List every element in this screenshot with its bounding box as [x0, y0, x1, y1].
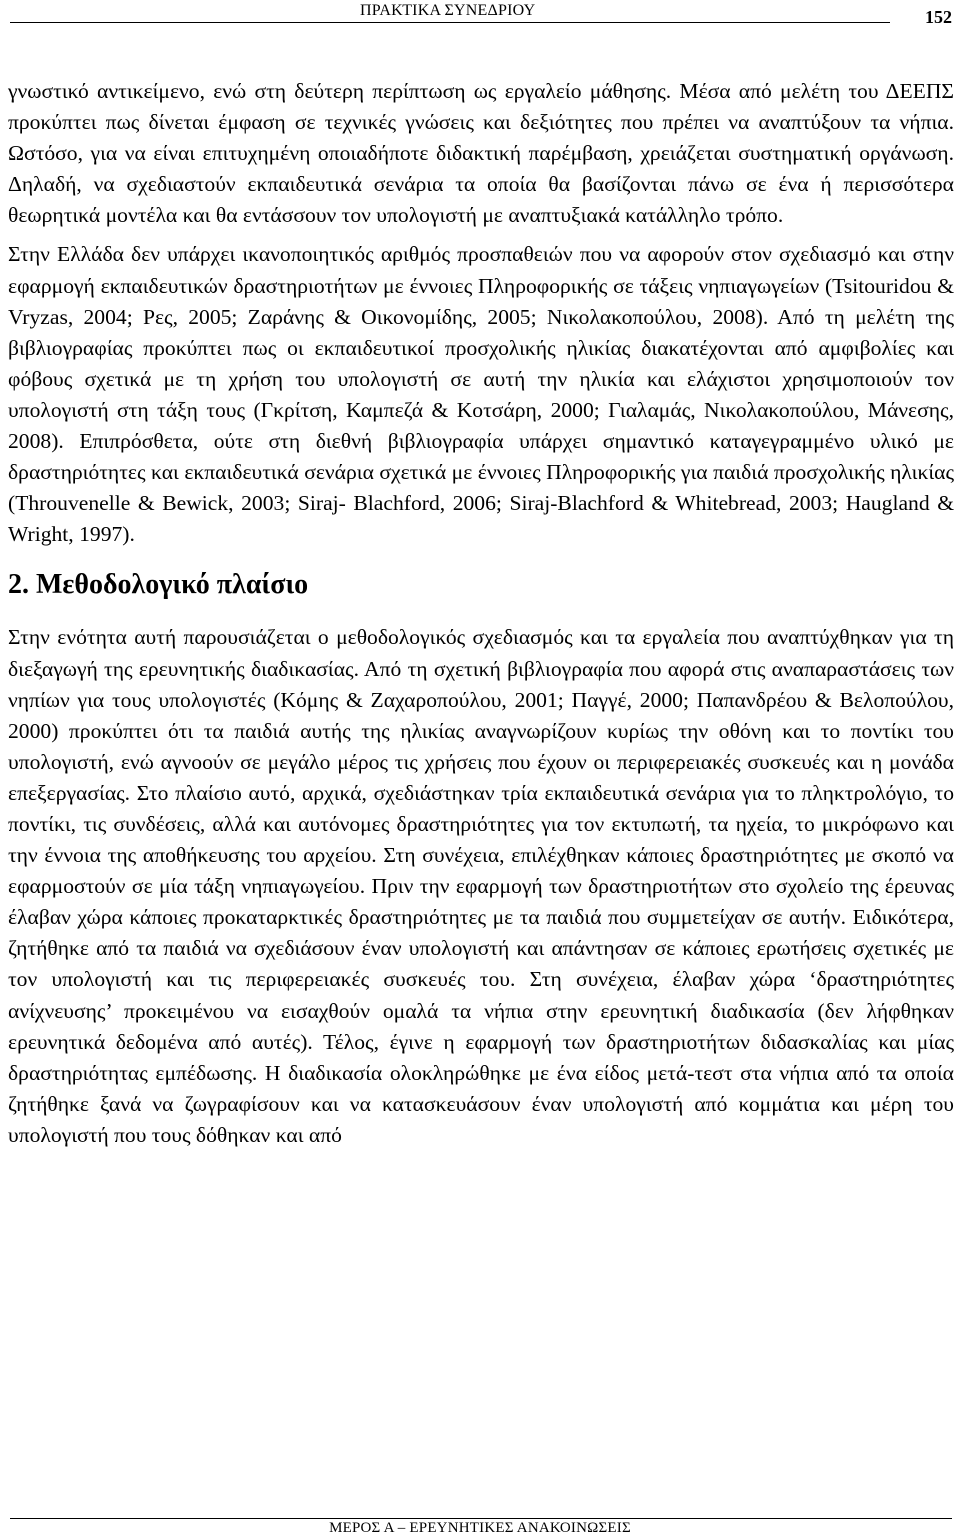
body-paragraph-2: Στην Ελλάδα δεν υπάρχει ικανοποιητικός αριθμός προσπαθειών που να αφορούν στον σχεδιασμό και στην εφαρμογή εκπαιδευτικών δραστηριοτήτων με έννοιες Πληροφορικής σε τάξεις νηπιαγωγείων (Tsitouridou & Vryzas, 2004; Ρες, 2005; Ζαράνης & Οικονομίδης, 2005; Νικολακοπούλου, 2008). Από τη μελέτη της βιβλιογραφίας προκύπτει πως οι εκπαιδευτικοί προσχολικής ηλικίας διακατέχονται από αμφιβολίες και φόβους σχετικά με τη χρήση του υπολογιστή σε αυτή την ηλικία και ελάχιστοι χρησιμοποιούν τον υπολογιστή στη τάξη τους (Γκρίτση, Καμπεζά & Κοτσάρη, 2000; Γιαλαμάς, Νικολακοπούλου, Μάνεσης, 2008). Επιπρόσθετα, ούτε στη διεθνή βιβλιογραφία υπάρχει σημαντικό καταγεγραμμένο υλικό με δραστηριότητες και εκπαιδευτικά σενάρια σχετικά με έννοιες Πληροφορικής για παιδιά προσχολικής ηλικίας (Throuvenelle & Bewick, 2003; Siraj- Blachford, 2006; Siraj-Blachford & Whitebread, 2003; Haugland & Wright, 1997).: [8, 242, 954, 547]
section-heading: 2. Μεθοδολογικό πλαίσιο: [8, 569, 309, 601]
page-body: [8, 76, 954, 1151]
page-header: [10, 0, 952, 34]
page-footer: [0, 1518, 960, 1536]
running-header-title: ΠΡΑΚΤΙΚΑ ΣΥΝΕΔΡΙΟΥ: [360, 2, 536, 19]
body-paragraph-1: γνωστικό αντικείμενο, ενώ στη δεύτερη περίπτωση ως εργαλείο μάθησης. Μέσα από μελέτη του ΔΕΕΠΣ προκύπτει πως δίνεται έμφαση σε τεχνικές γνώσεις και δεξιότητες που πρέπει να αναπτύξουν τα νήπια. Ωστόσο, για να είναι επιτυχημένη οποιαδήποτε διδακτική παρέμβαση, χρειάζεται συστηματική οργάνωση. Δηλαδή, να σχεδιαστούν εκπαιδευτικά σενάρια τα οποία θα βασίζονται πάνω σε ένα ή περισσότερα θεωρητικά μοντέλα και θα εντάσσουν τον υπολογιστή με αναπτυξιακά κατάλληλο τρόπο.: [8, 79, 954, 228]
body-paragraph-3: Στην ενότητα αυτή παρουσιάζεται ο μεθοδολογικός σχεδιασμός και τα εργαλεία που αναπτύχθηκαν για τη διεξαγωγή της ερευνητικής διαδικασίας. Από τη σχετική βιβλιογραφία που αφορά στις αναπαραστάσεις των νηπίων για τους υπολογιστές (Κόμης & Ζαχαροπούλου, 2001; Παγγέ, 2000; Παπανδρέου & Βελοπούλου, 2000) προκύπτει ότι τα παιδιά αυτής της ηλικίας αναγνωρίζουν κυρίως την οθόνη και το ποντίκι του υπολογιστή, ενώ αγνοούν σε μεγάλο μέρος τις χρήσεις που έχουν οι περιφερειακές συσκευές και η μονάδα επεξεργασίας. Στο πλαίσιο αυτό, αρχικά, σχεδιάστηκαν τρία εκπαιδευτικά σενάρια για το πληκτρολόγιο, το ποντίκι, τις συνδέσεις, αλλά και αυτόνομες δραστηριότητες για τον εκτυπωτή, τα ηχεία, το μικρόφωνο και την έννοια της αποθήκευσης του αρχείου. Στη συνέχεια, επιλέχθηκαν κάποιες δραστηριότητες με σκοπό να εφαρμοστούν σε μία τάξη νηπιαγωγείου. Πριν την εφαρμογή των δραστηριοτήτων στο σχολείο της έρευνας έλαβαν χώρα κάποιες προκαταρκτικές δραστηριότητες με τα παιδιά που συμμετείχαν σε αυτήν. Ειδικότερα, ζητήθηκε από τα παιδιά να σχεδιάσουν έναν υπολογιστή και απάντησαν σε κάποιες ερωτήσεις σχετικές με τον υπολογιστή και τις περιφερειακές συσκευές του. Στη συνέχεια, έλαβαν χώρα ‘δραστηριότητες ανίχνευσης’ προκειμένου να εισαχθούν ομαλά τα νήπια στην ερευνητική διαδικασία (δεν λήφθηκαν ερευνητικά δεδομένα από αυτές). Τέλος, έγινε η εφαρμογή των δραστηριοτήτων διδασκαλίας και μίας δραστηριότητας εμπέδωσης. Η διαδικασία ολοκληρώθηκε με ένα είδος μετά-τεστ στα νήπια από τα οποία ζητήθηκε ξανά να ζωγραφίσουν και να κατασκευάσουν έναν υπολογιστή από κομμάτια και μέρη του υπολογιστή που τους δόθηκαν και από: [8, 625, 954, 1147]
header-rule: [10, 22, 890, 23]
page-number: 152: [925, 7, 952, 27]
footer-rule: [10, 1518, 952, 1519]
running-footer-text: ΜΕΡΟΣ Α – ΕΡΕΥΝΗΤΙΚΕΣ ΑΝΑΚΟΙΝΩΣΕΙΣ: [329, 1520, 631, 1536]
